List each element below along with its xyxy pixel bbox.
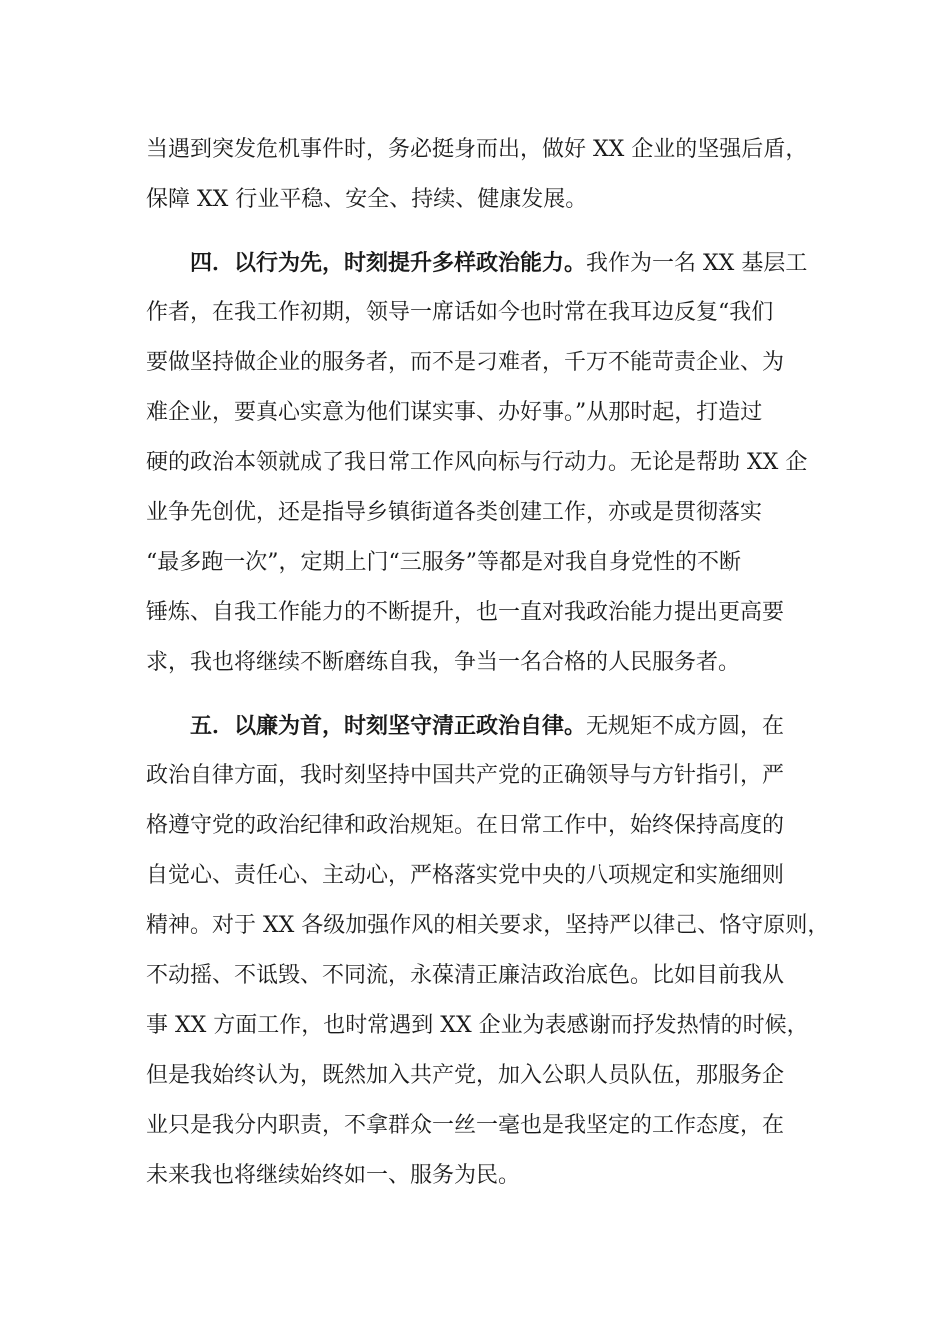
paragraph-2-line-4: 难企业，要真心实意为他们谋实事、办好事。”从那时起，打造过 <box>146 400 763 425</box>
paragraph-2-line-8: 锤炼、自我工作能力的不断提升，也一直对我政治能力提出更高要 <box>146 600 785 625</box>
paragraph-3-line-6: 不动摇、不诋毁、不同流，永葆清正廉洁政治底色。比如目前我从 <box>146 963 785 988</box>
paragraph-2-line-9: 求，我也将继续不断磨练自我，争当一名合格的人民服务者。 <box>146 650 741 675</box>
paragraph-3-line-9: 业只是我分内职责，不拿群众一丝一毫也是我坚定的工作态度，在 <box>146 1113 785 1138</box>
paragraph-2-line-2: 作者，在我工作初期，领导一席话如今也时常在我耳边反复“我们 <box>146 300 774 325</box>
paragraph-3-line-10: 未来我也将继续始终如一、服务为民。 <box>146 1163 521 1188</box>
paragraph-3-line-7: 事 XX 方面工作，也时常遇到 XX 企业为表感谢而抒发热情的时候， <box>146 1013 809 1038</box>
paragraph-3-text-start: 无规矩不成方圆，在 <box>586 714 785 739</box>
paragraph-2-line-5: 硬的政治本领就成了我日常工作风向标与行动力。无论是帮助 XX 企 <box>146 450 808 475</box>
paragraph-2-text-start: 我作为一名 XX 基层工 <box>586 251 808 276</box>
paragraph-1-line-1: 当遇到突发危机事件时，务必挺身而出，做好 XX 企业的坚强后盾， <box>146 137 808 162</box>
paragraph-3-line-4: 自觉心、责任心、主动心，严格落实党中央的八项规定和实施细则 <box>146 863 785 888</box>
paragraph-2-heading: 四．以行为先，时刻提升多样政治能力。 <box>190 250 587 276</box>
paragraph-3-line-8: 但是我始终认为，既然加入共产党，加入公职人员队伍，那服务企 <box>146 1063 785 1088</box>
paragraph-3-line-3: 格遵守党的政治纪律和政治规矩。在日常工作中，始终保持高度的 <box>146 813 785 838</box>
paragraph-3-heading: 五．以廉为首，时刻坚守清正政治自律。 <box>190 713 587 739</box>
paragraph-3-line-1 <box>190 711 950 742</box>
paragraph-2-line-6: 业争先创优，还是指导乡镇街道各类创建工作，亦或是贯彻落实 <box>146 500 763 525</box>
paragraph-2-line-3: 要做坚持做企业的服务者，而不是刁难者，千万不能苛责企业、为 <box>146 350 785 375</box>
paragraph-2-line-1 <box>190 248 950 279</box>
paragraph-3-line-2: 政治自律方面，我时刻坚持中国共产党的正确领导与方针指引，严 <box>146 763 785 788</box>
paragraph-1-line-2: 保障 XX 行业平稳、安全、持续、健康发展。 <box>146 187 588 212</box>
paragraph-2-line-7: “最多跑一次”，定期上门“三服务”等都是对我自身党性的不断 <box>146 550 741 575</box>
paragraph-3-line-5: 精神。对于 XX 各级加强作风的相关要求，坚持严以律己、恪守原则， <box>146 913 830 938</box>
